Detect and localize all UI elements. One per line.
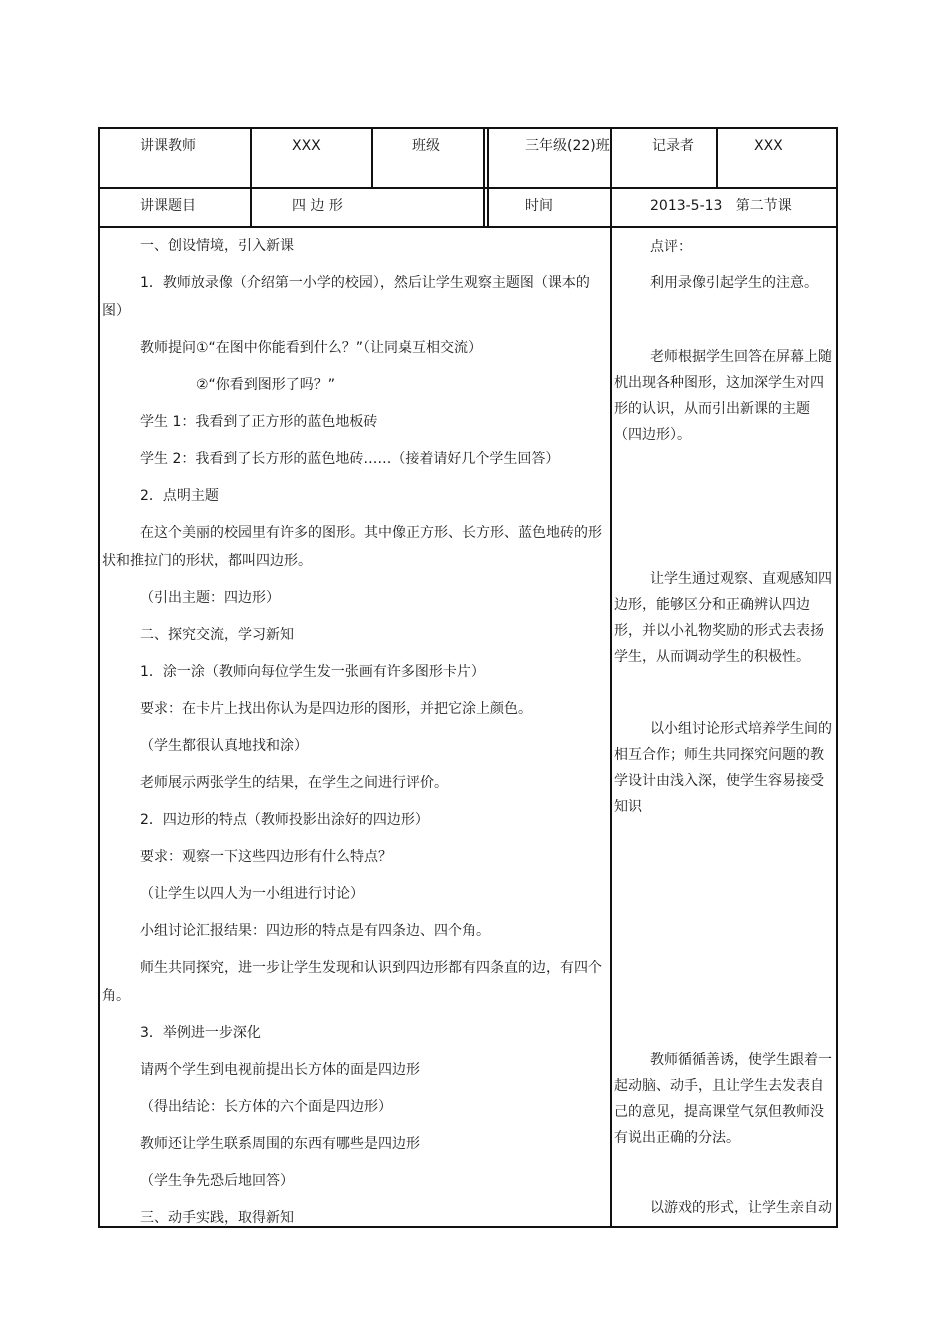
lesson-paragraph: 老师展示两张学生的结果，在学生之间进行评价。 <box>140 775 448 791</box>
lesson-paragraph: 学生 2：我看到了长方形的蓝色地砖……（接着请好几个学生回答） <box>140 451 560 467</box>
col-divider-main <box>610 129 612 1228</box>
lesson-paragraph: 师生共同探究，进一步让学生发现和认识到四边形都有四条直的边，有四个角。 <box>102 960 602 1004</box>
teacher-value: XXX <box>292 138 321 154</box>
col-divider-5 <box>716 129 718 188</box>
comment-item: 让学生通过观察、直观感知四边形，能够区分和正确辨认四边形，并以小礼物奖励的形式去表扬学生，从而调动学生的积极性。 <box>614 571 832 665</box>
comment-item: 教师循循善诱，使学生跟着一起动脑、动手，且让学生去发表自己的意见，提高课堂气氛但教师没有说出正确的分法。 <box>614 1052 832 1146</box>
lesson-record-table <box>98 127 838 1228</box>
class-label: 班级 <box>412 138 440 154</box>
row-divider-1 <box>100 187 836 189</box>
lesson-paragraph: （让学生以四人为一小组进行讨论） <box>140 886 364 902</box>
col-divider-3 <box>483 129 485 228</box>
lesson-paragraph: 教师提问①“在图中你能看到什么？”（让同桌互相交流） <box>140 340 483 356</box>
lesson-paragraph: （学生都很认真地找和涂） <box>140 738 308 754</box>
lesson-paragraph: 2．点明主题 <box>140 488 219 504</box>
recorder-label: 记录者 <box>652 138 694 154</box>
time-value: 2013-5-13 第二节课 <box>650 198 792 214</box>
row-divider-2 <box>100 226 836 228</box>
lesson-paragraph: 要求：观察一下这些四边形有什么特点？ <box>140 849 392 865</box>
lesson-paragraph: 小组讨论汇报结果：四边形的特点是有四条边、四个角。 <box>140 923 490 939</box>
class-value: 三年级(22)班 <box>525 138 610 154</box>
lesson-paragraph: 1．教师放录像（介绍第一小学的校园），然后让学生观察主题图（课本的图） <box>102 275 590 319</box>
lesson-paragraph: （引出主题：四边形） <box>140 590 280 606</box>
col-divider-3b <box>487 129 489 228</box>
lesson-paragraph: 要求：在卡片上找出你认为是四边形的图形，并把它涂上颜色。 <box>140 701 532 717</box>
comment-item: 利用录像引起学生的注意。 <box>650 275 818 291</box>
lesson-paragraph: 3．举例进一步深化 <box>140 1025 261 1041</box>
lesson-paragraph: 教师还让学生联系周围的东西有哪些是四边形 <box>140 1136 420 1152</box>
col-divider-2 <box>371 129 373 188</box>
lesson-paragraph: ②“你看到图形了吗？” <box>196 377 336 393</box>
col-divider-1b <box>250 188 252 228</box>
lesson-paragraph: 2．四边形的特点（教师投影出涂好的四边形） <box>140 812 429 828</box>
comment-label: 点评： <box>650 239 692 255</box>
section-heading: 三、动手实践，取得新知 <box>140 1210 294 1226</box>
comment-item: 以游戏的形式，让学生亲自动 <box>650 1200 832 1216</box>
section-heading: 二、探究交流，学习新知 <box>140 627 294 643</box>
lesson-paragraph: （学生争先恐后地回答） <box>140 1173 294 1189</box>
lesson-paragraph: （得出结论：长方体的六个面是四边形） <box>140 1099 392 1115</box>
lesson-process <box>102 232 609 1241</box>
topic-label: 讲课题目 <box>140 198 196 214</box>
col-divider-1 <box>250 129 252 188</box>
teacher-label: 讲课教师 <box>140 138 196 154</box>
recorder-value: XXX <box>754 138 783 154</box>
section-heading: 一、创设情境，引入新课 <box>140 238 294 254</box>
time-label: 时间 <box>525 198 553 214</box>
lesson-paragraph: 在这个美丽的校园里有许多的图形。其中像正方形、长方形、蓝色地砖的形状和推拉门的形状，都叫四边形。 <box>102 525 602 569</box>
lesson-paragraph: 请两个学生到电视前提出长方体的面是四边形 <box>140 1062 420 1078</box>
comment-item: 以小组讨论形式培养学生间的相互合作；师生共同探究问题的教学设计由浅入深，使学生容易接受知识 <box>614 721 832 815</box>
lesson-paragraph: 1．涂一涂（教师向每位学生发一张画有许多图形卡片） <box>140 664 485 680</box>
comment-item: 老师根据学生回答在屏幕上随机出现各种图形，这加深学生对四形的认识，从而引出新课的主题（四边形）。 <box>614 349 832 443</box>
lesson-paragraph: 学生 1：我看到了正方形的蓝色地板砖 <box>140 414 378 430</box>
topic-value: 四 边 形 <box>292 198 343 214</box>
